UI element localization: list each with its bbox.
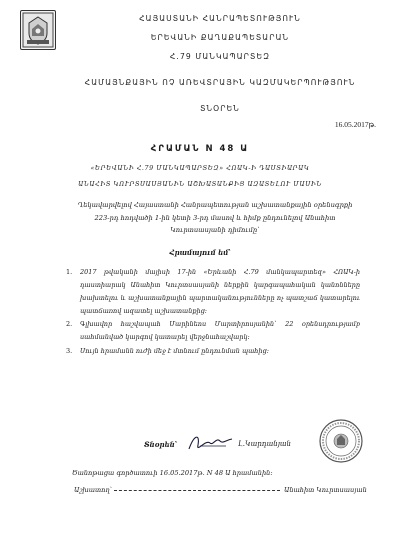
order-title: ՀՐԱՄԱՆ N 48 Ա	[150, 144, 250, 154]
header-municipality: ԵՐԵՎԱՆԻ ՔԱՂԱՔԱՊԵՏԱՐԱՆ	[150, 33, 290, 42]
order-item	[58, 318, 360, 344]
handwritten-signature	[186, 431, 236, 455]
signature-label: Տնօրեն՝	[144, 440, 178, 449]
order-item-text: Գլխավոր հաշվապահ Մարինեոս Մարտիրոսյանին՝ 22 օրենսդրությամբ սահմանված կարգով կատարել վերջնահաշվարկ:	[80, 320, 360, 342]
order-item-number: 1.	[66, 268, 73, 276]
coat-of-arms-emblem	[20, 10, 56, 50]
order-item-text: Սույն հրամանն ուժի մեջ է մտնում ընդունման պահից:	[80, 346, 269, 355]
order-item-text: 2017 թվականի մայիսի 17-ին «Երևանի Հ.79 մանկապարտեզ» ՀՈԱԿ-ի դաստիարակ Անահիտ Կուրտսասյանի ներքին կարգապահական կանոնները խախտելու և աշխատանքային պարտականությունները ոչ պատշաճ կատարելու պատճառով ազատել աշխատանքից:	[80, 268, 360, 316]
header-organization-type: ՀԱՄԱՅՆՔԱՅԻՆ ՈՉ ԱՌԵՎՏՐԱՅԻՆ ԿԱԶՄԱԿԵՐՊՈՒԹՅՈՒՆ	[84, 78, 356, 87]
header-country: ՀԱՅԱՍՏԱՆԻ ՀԱՆՐԱՊԵՏՈՒԹՅՈՒՆ	[139, 14, 301, 23]
header-director: ՏՆՕՐԵՆ	[200, 104, 240, 113]
order-subject-line-2: ԱՆԱՀԻՏ ԿՈՒՐՏՍԱՍՅԱՆԻՆ ԱՇԽԱՏԱՆՔԻՑ ԱԶԱՏԵԼՈՒ ՄԱՍԻՆ	[78, 181, 322, 188]
order-item-number: 2.	[66, 320, 73, 329]
order-item-number: 3.	[66, 346, 73, 355]
acknowledgement-signature-line	[74, 486, 374, 494]
document-date: 16.05.2017թ.	[334, 120, 376, 129]
signatory-name: Լ.Կարդանյան	[238, 440, 291, 448]
header-kindergarten: Հ.79 ՄԱՆԿԱՊԱՐՏԵԶ	[169, 52, 271, 61]
employee-label: Աշխատող՝	[74, 486, 113, 494]
official-seal-stamp	[318, 418, 364, 464]
order-preamble: Ղեկավարվելով Հայաստանի Հանրապետության աշխատանքային օրենսգրքի 223-րդ հոդվածի 1-ին կետի 3-րդ մասով և հիմք ընդունելով Անահիտ Կուրտսասյանի դիմումը՝	[77, 201, 353, 234]
order-item	[58, 266, 360, 318]
order-items-list	[58, 266, 360, 358]
order-decides-heading: Հրամայում եմ՝	[169, 248, 231, 257]
acknowledgement-text: Ծանոթացա գործատուի 16.05.2017թ. N 48 Ա հրամանին:	[72, 469, 273, 477]
signature-blank-line	[114, 490, 280, 491]
employee-name: Անահիտ Կուրտսասյան	[284, 486, 367, 494]
order-subject-line-1: «ԵՐԵՎԱՆԻ Հ.79 ՄԱՆԿԱՊԱՐՏԵԶ» ՀՈԱԿ-Ի ԴԱՍՏԻԱՐԱԿ	[90, 165, 310, 172]
order-item	[58, 345, 360, 358]
